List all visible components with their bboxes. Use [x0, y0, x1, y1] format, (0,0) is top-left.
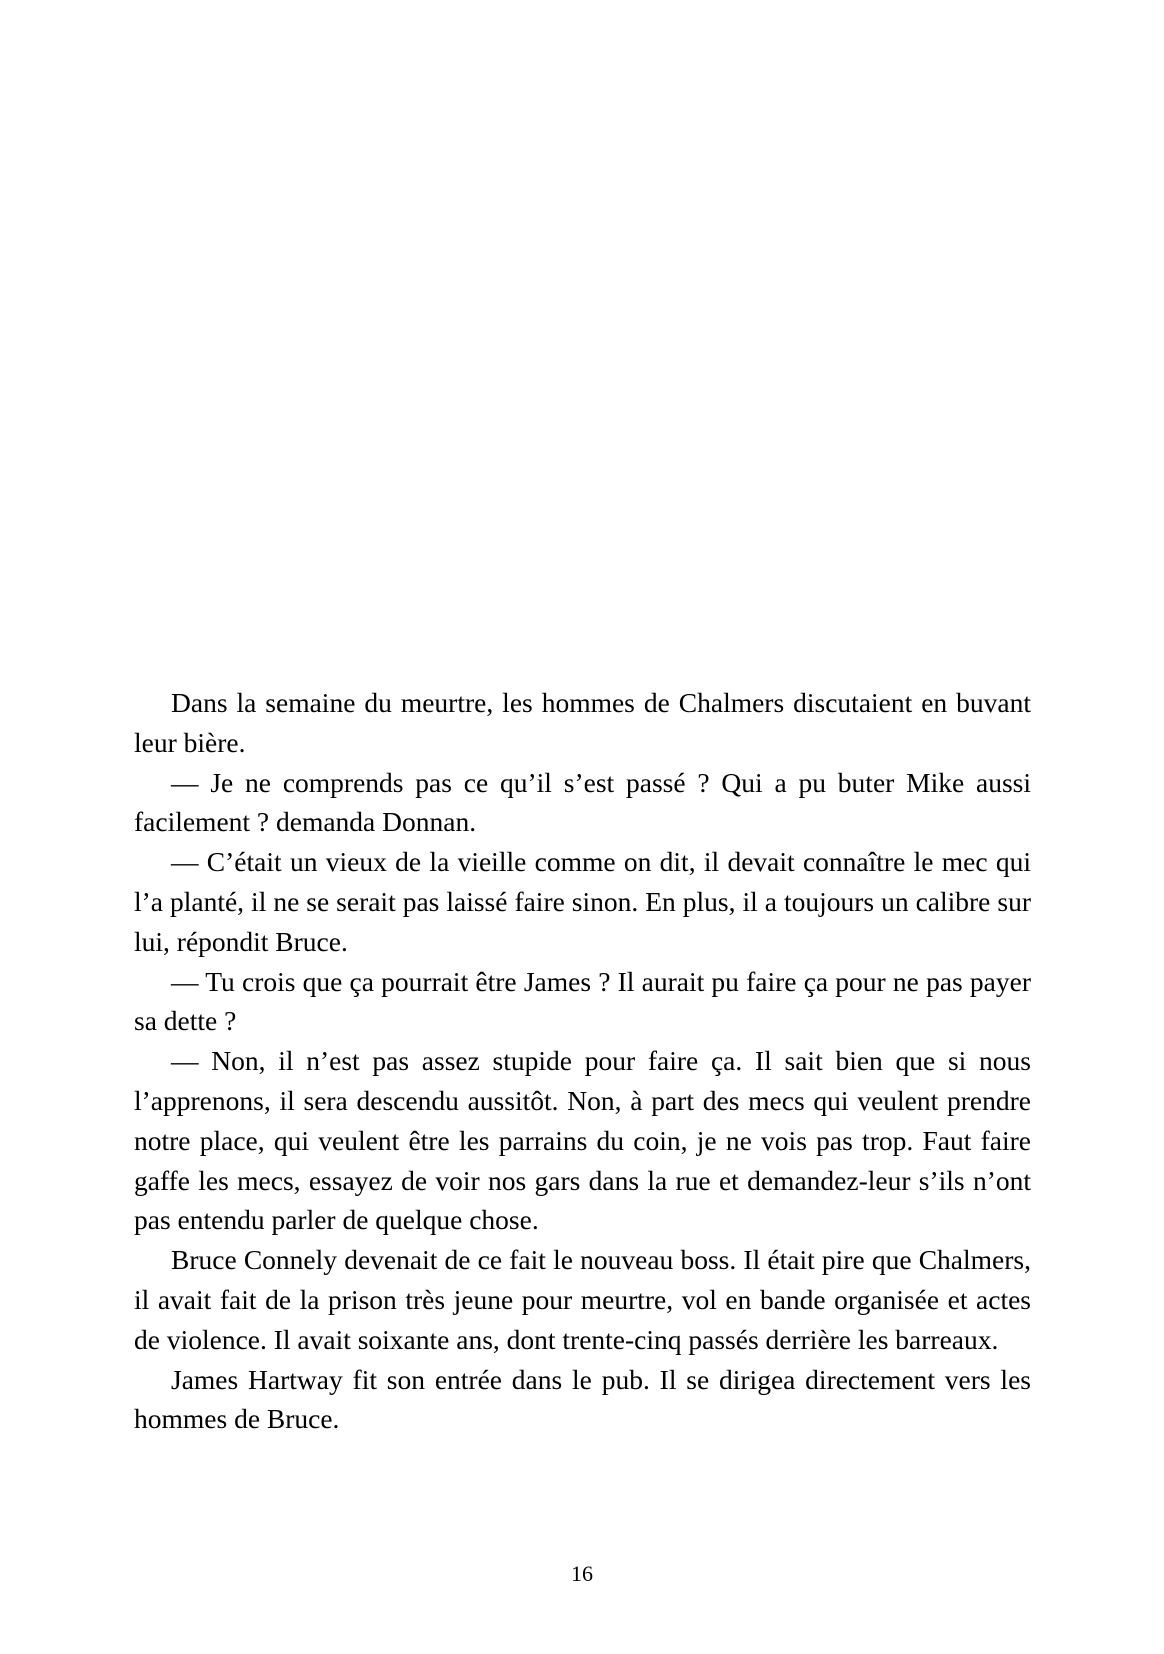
paragraph: Bruce Connely devenait de ce fait le nouveau boss. Il était pire que Chalmers, il avait fait de la prison très jeune pour meurtre, vol en bande organisée et actes de violence. Il avait soixante ans, dont trente-cinq passés derrière les barreaux. [134, 1244, 1031, 1355]
dialogue-paragraph: — Tu crois que ça pourrait être James ? Il aurait pu faire ça pour ne pas payer sa dette ? [134, 965, 1031, 1037]
dialogue-paragraph: — Je ne comprends pas ce qu’il s’est passé ? Qui a pu buter Mike aussi facilement ? demanda Donnan. [134, 766, 1031, 838]
paragraph: James Hartway fit son entrée dans le pub. Il se dirigea directement vers les hommes de Bruce. [134, 1363, 1031, 1435]
paragraph: Dans la semaine du meurtre, les hommes de Chalmers discutaient en buvant leur bière. [134, 687, 1031, 758]
dialogue-paragraph: — Non, il n’est pas assez stupide pour faire ça. Il sait bien que si nous l’apprenons, il sera descendu aussitôt. Non, à part des mecs qui veulent prendre notre place, qui veulent être les parrains du coin, je ne vois pas trop. Faut faire gaffe les mecs, essayez de voir nos gars dans la rue et demandez-leur s’ils n’ont pas entendu parler de quelque chose. [134, 1045, 1031, 1236]
body-text [134, 683, 1031, 1439]
dialogue-paragraph: — C’était un vieux de la vieille comme on dit, il devait connaître le mec qui l’a planté, il ne se serait pas laissé faire sinon. En plus, il a toujours un calibre sur lui, répondit Bruce. [134, 846, 1031, 957]
page-number: 16 [571, 1561, 593, 1586]
